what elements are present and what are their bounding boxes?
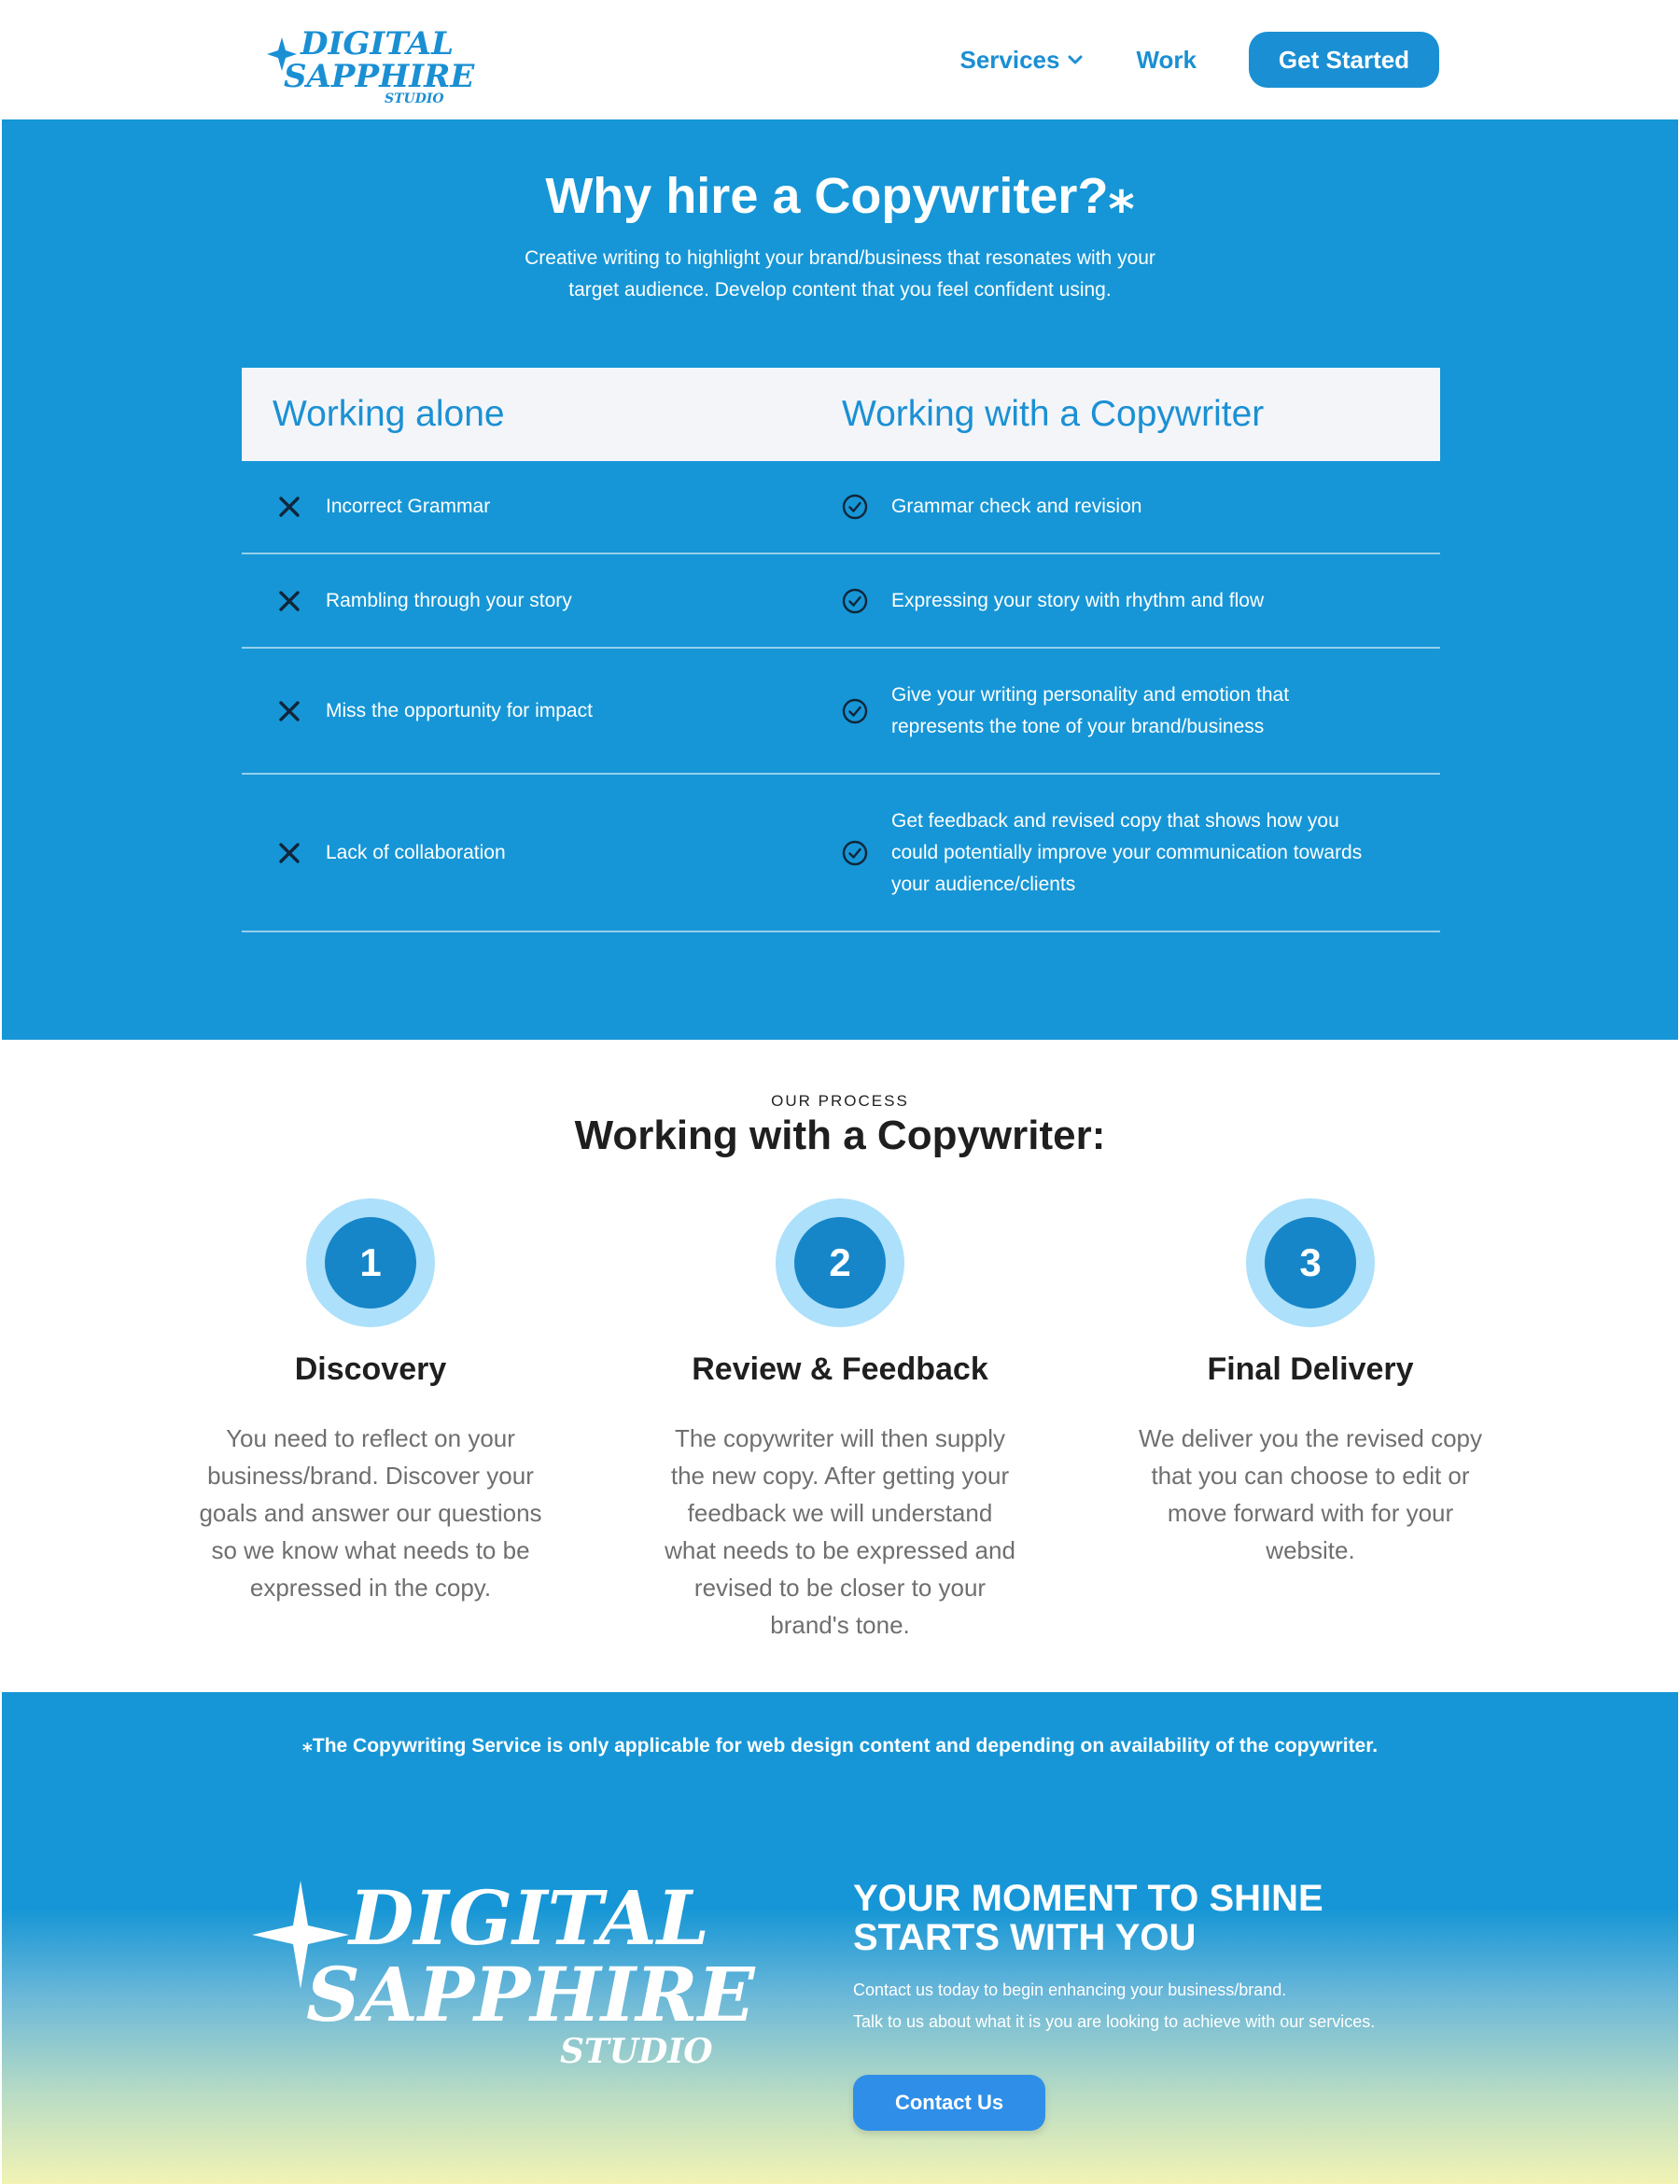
check-circle-icon	[841, 493, 869, 521]
with-copywriter-text	[891, 585, 1264, 617]
comparison-row	[242, 461, 1440, 554]
step-number: 2	[794, 1217, 886, 1309]
digital-sapphire-logo[interactable]	[263, 24, 478, 108]
with-copywriter-line: Get feedback and revised copy that shows how you	[891, 809, 1339, 832]
column-header-with-copywriter: Working with a Copywriter	[842, 394, 1265, 434]
process-eyebrow: OUR PROCESS	[771, 1092, 909, 1110]
comparison-row	[242, 775, 1440, 932]
main-nav	[959, 32, 1439, 88]
working-alone-text: Incorrect Grammar	[326, 496, 491, 517]
step-number: 1	[325, 1217, 416, 1309]
copywriting-disclaimer: ⁎The Copywriting Service is only applicable for web design content and depending on availability of the copywriter.	[301, 1735, 1379, 1757]
comparison-table	[242, 368, 1440, 932]
svg-text:SAPPHIRE: SAPPHIRE	[284, 58, 475, 95]
comparison-table-header	[242, 368, 1440, 461]
step-description: The copywriter will then supply the new copy. After getting your feedback we will understand what needs to be expressed and revised to be closer to your brand's tone.	[665, 1424, 1015, 1639]
comparison-row	[242, 649, 1440, 775]
with-copywriter-text	[891, 679, 1289, 743]
process-title: Working with a Copywriter:	[574, 1113, 1106, 1158]
comparison-row	[242, 554, 1440, 649]
working-alone-cell	[242, 585, 841, 617]
cta-description-line: Talk to us about what it is you are looking to achieve with our services.	[853, 2012, 1376, 2031]
svg-text:STUDIO: STUDIO	[385, 91, 444, 106]
site-header	[0, 0, 1680, 119]
with-copywriter-line: Give your writing personality and emotion that	[891, 683, 1290, 706]
cta-heading	[853, 1879, 1376, 1957]
with-copywriter-cell	[841, 679, 1420, 743]
step-title: Final Delivery	[1207, 1351, 1414, 1387]
cta-description-line: Contact us today to begin enhancing your business/brand.	[853, 1981, 1287, 1999]
with-copywriter-cell	[841, 585, 1420, 617]
cta-heading-line: STARTS WITH YOU	[853, 1917, 1197, 1958]
digital-sapphire-logo-large	[252, 1871, 775, 2067]
process-step	[653, 1198, 1027, 1644]
working-alone-text: Lack of collaboration	[326, 841, 506, 863]
with-copywriter-line: your audience/clients	[891, 873, 1076, 895]
step-number-badge	[776, 1198, 904, 1327]
x-icon	[275, 697, 303, 725]
svg-text:DIGITAL: DIGITAL	[349, 1874, 710, 1962]
with-copywriter-cell	[841, 805, 1420, 901]
column-header-working-alone: Working alone	[273, 394, 505, 434]
process-section	[0, 1040, 1680, 1693]
nav-work-label: Work	[1136, 45, 1197, 74]
x-icon	[275, 587, 303, 615]
why-subtitle-line: target audience. Develop content that you feel confident using.	[568, 279, 1112, 301]
check-circle-icon	[841, 839, 869, 867]
get-started-button[interactable]: Get Started	[1249, 32, 1439, 88]
why-subtitle-line: Creative writing to highlight your brand/business that resonates with your	[525, 247, 1155, 269]
cta-description	[853, 1974, 1432, 2037]
working-alone-cell	[242, 695, 841, 727]
process-step	[184, 1198, 557, 1606]
svg-text:DIGITAL: DIGITAL	[301, 25, 455, 63]
working-alone-text: Miss the opportunity for impact	[326, 699, 593, 721]
check-circle-icon	[841, 697, 869, 725]
with-copywriter-line: Expressing your story with rhythm and flow	[891, 589, 1265, 611]
x-icon	[275, 493, 303, 521]
with-copywriter-cell	[841, 491, 1420, 523]
nav-services-label: Services	[959, 45, 1060, 74]
with-copywriter-line: could potentially improve your communication towards	[891, 841, 1363, 863]
nav-services[interactable]	[959, 46, 1084, 75]
with-copywriter-line: represents the tone of your brand/business	[891, 715, 1265, 737]
with-copywriter-text	[891, 805, 1362, 901]
why-hire-section	[2, 119, 1678, 1040]
why-subtitle	[2, 243, 1678, 306]
working-alone-text: Rambling through your story	[326, 589, 572, 611]
process-step	[1124, 1198, 1497, 1569]
x-icon	[275, 839, 303, 867]
working-alone-cell	[242, 837, 841, 869]
nav-work[interactable]	[1136, 46, 1197, 75]
step-description: You need to reflect on your business/brand. Discover your goals and answer our questions so we know what needs to be expressed in the copy.	[199, 1424, 542, 1602]
step-number: 3	[1265, 1217, 1356, 1309]
chevron-down-icon	[1067, 51, 1084, 68]
step-title: Review & Feedback	[692, 1351, 988, 1387]
cta-heading-line: YOUR MOMENT TO SHINE	[853, 1878, 1323, 1919]
step-number-badge	[306, 1198, 435, 1327]
why-title: Why hire a Copywriter?⁎	[545, 168, 1135, 224]
svg-text:STUDIO: STUDIO	[560, 2032, 713, 2067]
step-number-badge	[1246, 1198, 1375, 1327]
step-description: We deliver you the revised copy that you can choose to edit or move forward with for your website.	[1138, 1424, 1483, 1564]
with-copywriter-line: Grammar check and revision	[891, 496, 1142, 517]
contact-us-button[interactable]: Contact Us	[853, 2075, 1045, 2131]
working-alone-cell	[242, 491, 841, 523]
site-footer	[2, 1692, 1678, 2184]
check-circle-icon	[841, 587, 869, 615]
with-copywriter-text	[891, 491, 1141, 523]
svg-text:SAPPHIRE: SAPPHIRE	[306, 1951, 755, 2038]
step-title: Discovery	[294, 1351, 447, 1387]
